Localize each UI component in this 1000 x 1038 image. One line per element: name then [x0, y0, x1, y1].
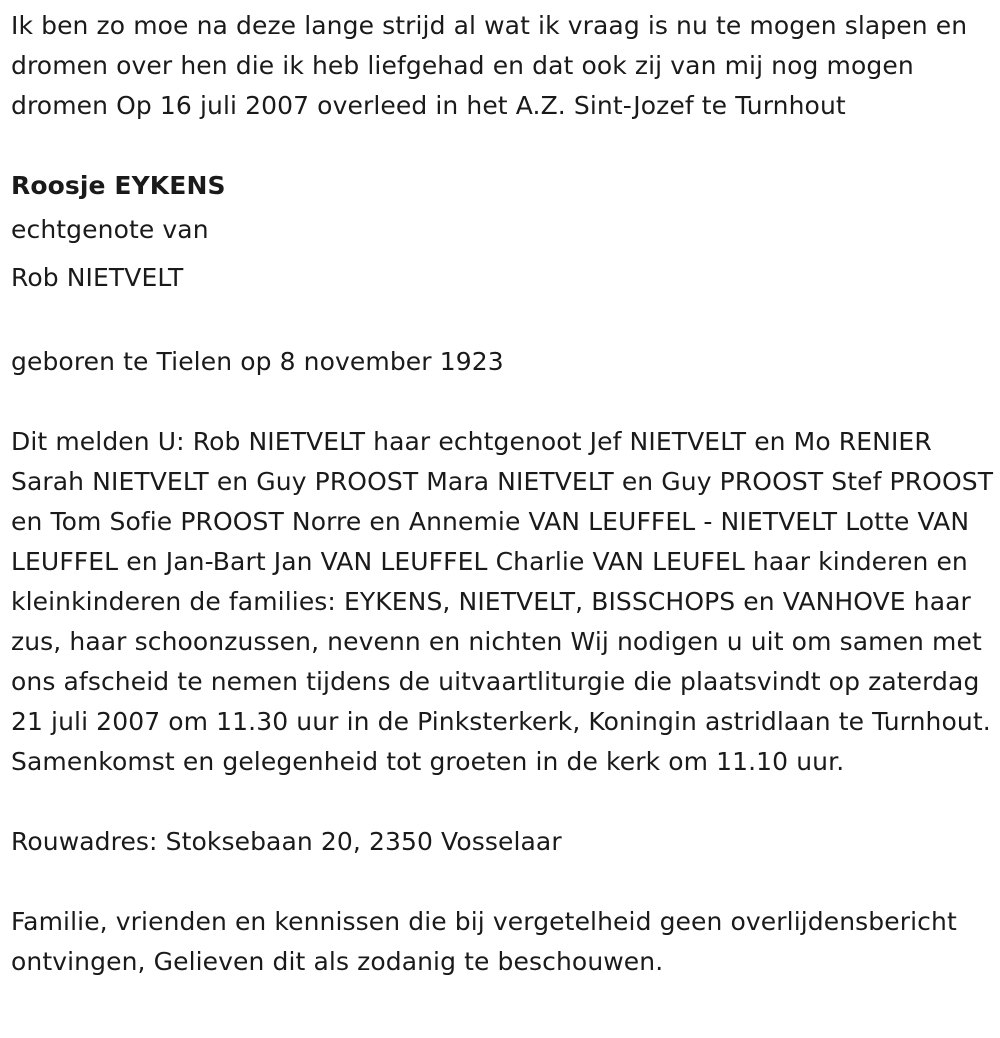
poem-paragraph: Ik ben zo moe na deze lange strijd al wat ik vraag is nu te mogen slapen en dromen over hen die ik heb liefgehad en dat ook zij van mij nog mogen dromen Op 16 juli 2007 overleed in het A.Z. Sint-Jozef te Turnhout	[11, 11, 968, 120]
deceased-name: Roosje EYKENS	[11, 171, 226, 200]
relation-text: echtgenote van	[11, 215, 209, 244]
obituary-document	[11, 6, 996, 982]
spacer	[11, 302, 996, 342]
spouse-name: Rob NIETVELT	[11, 263, 184, 292]
closing-paragraph: Familie, vrienden en kennissen die bij vergetelheid geen overlijdensbericht ontvingen, Gelieven dit als zodanig te beschouwen.	[11, 907, 957, 976]
birth-info: geboren te Tielen op 8 november 1923	[11, 347, 504, 376]
spacer	[11, 782, 996, 822]
spacer	[11, 382, 996, 422]
mourning-address: Rouwadres: Stoksebaan 20, 2350 Vosselaar	[11, 827, 562, 856]
spacer	[11, 862, 996, 902]
spacer	[11, 126, 996, 166]
announcement-paragraph: Dit melden U: Rob NIETVELT haar echtgenoot Jef NIETVELT en Mo RENIER Sarah NIETVELT en Guy PROOST Mara NIETVELT en Guy PROOST Stef PROOST en Tom Sofie PROOST Norre en Annemie VAN LEUFFEL - NIETVELT Lotte VAN LEUFFEL en Jan-Bart Jan VAN LEUFFEL Charlie VAN LEUFEL haar kinderen en kleinkinderen de families: EYKENS, NIETVELT, BISSCHOPS en VANHOVE haar zus, haar schoonzussen, nevenn en nichten Wij nodigen u uit om samen met ons afscheid te nemen tijdens de uitvaartliturgie die plaatsvindt op zaterdag 21 juli 2007 om 11.30 uur in de Pinksterkerk, Koningin astridlaan te Turnhout. Samenkomst en gelegenheid tot groeten in de kerk om 11.10 uur.	[11, 427, 994, 776]
